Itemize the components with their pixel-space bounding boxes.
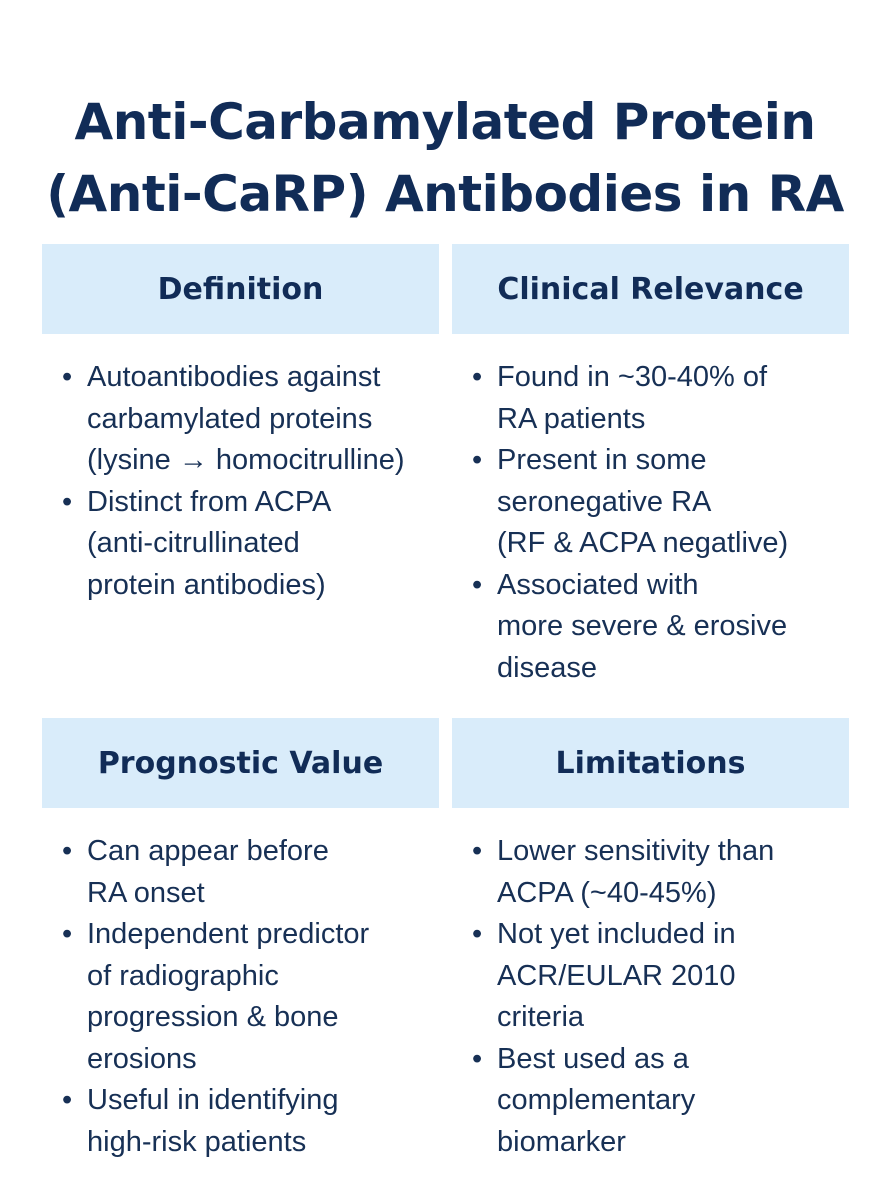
list-item: • Distinct from ACPA (anti-citrullinated protein antibodies) <box>42 482 439 607</box>
list-item: • Autoantibodies against carbamylated proteins (lysine → homocitrulline) <box>42 357 439 482</box>
bullet-icon: • <box>472 361 483 393</box>
bullet-icon: • <box>472 568 483 601</box>
bullet-icon: • <box>472 1042 483 1075</box>
list-item: • Lower sensitivity than ACPA (~40-45%) <box>452 831 849 914</box>
clinical-relevance-list <box>452 357 849 689</box>
page-title <box>0 86 890 230</box>
prognostic-value-list <box>42 831 439 1163</box>
definition-list <box>42 357 439 606</box>
bullet-icon: • <box>472 918 483 950</box>
list-item: • Can appear before RA onset <box>42 831 439 914</box>
bullet-icon: • <box>62 918 73 950</box>
page-title-line-2: (Anti-CaRP) Antibodies in RA <box>46 164 844 223</box>
bullet-icon: • <box>62 1084 73 1116</box>
limitations-list <box>452 831 849 1163</box>
bullet-icon: • <box>62 485 73 518</box>
limitations-header: Limitations <box>452 718 849 808</box>
bullet-icon: • <box>62 835 73 867</box>
prognostic-value-header: Prognostic Value <box>42 718 439 808</box>
page-title-line-1: Anti-Carbamylated Protein <box>74 92 816 151</box>
clinical-relevance-header: Clinical Relevance <box>452 244 849 334</box>
bullet-icon: • <box>472 444 483 476</box>
list-item: • Found in ~30-40% of RA patients <box>452 357 849 440</box>
bullet-icon: • <box>62 361 73 393</box>
list-item: • Useful in identifying high-risk patients <box>42 1080 439 1163</box>
bullet-icon: • <box>472 835 483 867</box>
list-item: • Present in some seronegative RA (RF & ACPA negatlive) <box>452 440 849 565</box>
list-item: • Not yet included in ACR/EULAR 2010 criteria <box>452 914 849 1039</box>
list-item: • Associated with more severe & erosive disease <box>452 565 849 690</box>
definition-header: Definition <box>42 244 439 334</box>
list-item: • Best used as a complementary biomarker <box>452 1039 849 1164</box>
list-item: • Independent predictor of radiographic progression & bone erosions <box>42 914 439 1080</box>
